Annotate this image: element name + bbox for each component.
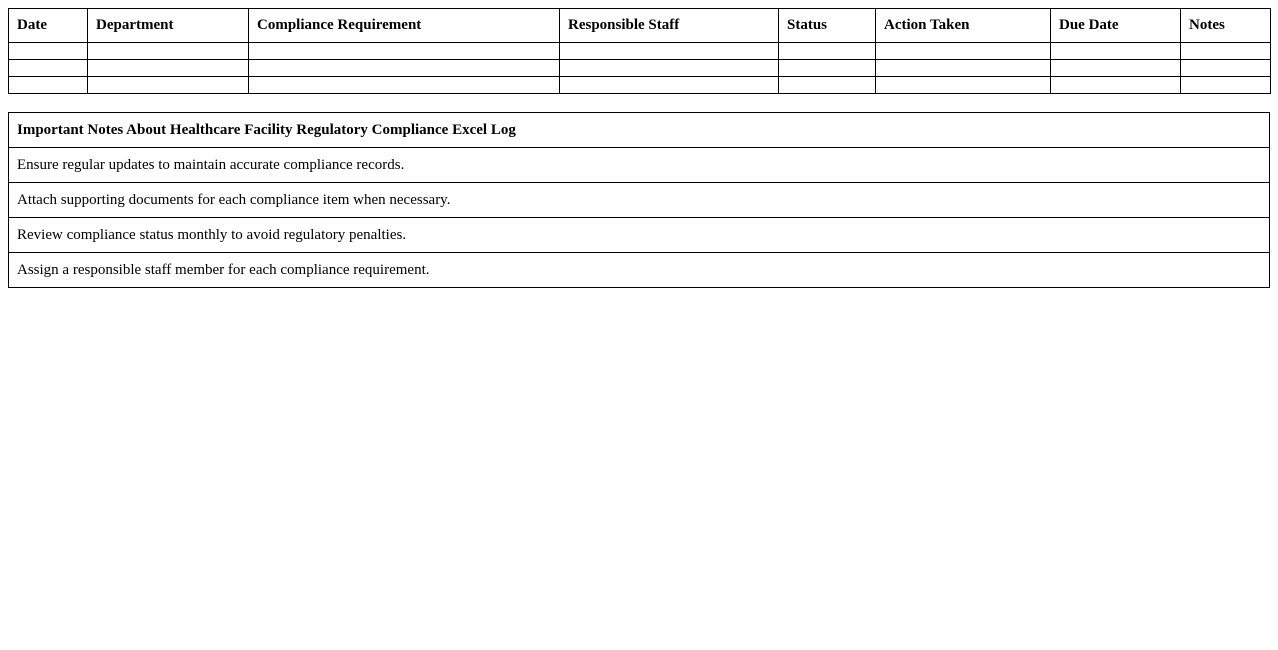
table-cell[interactable] bbox=[9, 43, 88, 60]
table-cell[interactable] bbox=[249, 77, 560, 94]
table-cell[interactable] bbox=[1181, 77, 1271, 94]
notes-title: Important Notes About Healthcare Facility Regulatory Compliance Excel Log bbox=[9, 113, 1270, 148]
note-item: Review compliance status monthly to avoid regulatory penalties. bbox=[9, 218, 1270, 253]
note-item: Attach supporting documents for each compliance item when necessary. bbox=[9, 183, 1270, 218]
table-cell[interactable] bbox=[560, 60, 779, 77]
note-row bbox=[9, 183, 1270, 218]
notes-header-row bbox=[9, 113, 1270, 148]
table-row bbox=[9, 43, 1271, 60]
header-row bbox=[9, 9, 1271, 43]
column-header-compliance-requirement: Compliance Requirement bbox=[249, 9, 560, 43]
note-item: Assign a responsible staff member for each compliance requirement. bbox=[9, 253, 1270, 288]
table-cell[interactable] bbox=[1051, 60, 1181, 77]
table-cell[interactable] bbox=[876, 43, 1051, 60]
column-header-date: Date bbox=[9, 9, 88, 43]
table-row bbox=[9, 77, 1271, 94]
table-cell[interactable] bbox=[88, 43, 249, 60]
table-cell[interactable] bbox=[876, 77, 1051, 94]
note-item: Ensure regular updates to maintain accurate compliance records. bbox=[9, 148, 1270, 183]
table-cell[interactable] bbox=[249, 43, 560, 60]
column-header-action-taken: Action Taken bbox=[876, 9, 1051, 43]
table-cell[interactable] bbox=[9, 77, 88, 94]
column-header-status: Status bbox=[779, 9, 876, 43]
note-row bbox=[9, 218, 1270, 253]
table-cell[interactable] bbox=[1051, 43, 1181, 60]
important-notes-table bbox=[8, 112, 1270, 288]
table-cell[interactable] bbox=[779, 77, 876, 94]
column-header-responsible-staff: Responsible Staff bbox=[560, 9, 779, 43]
table-cell[interactable] bbox=[9, 60, 88, 77]
note-row bbox=[9, 148, 1270, 183]
column-header-due-date: Due Date bbox=[1051, 9, 1181, 43]
table-cell[interactable] bbox=[560, 77, 779, 94]
compliance-log-table bbox=[8, 8, 1271, 94]
table-cell[interactable] bbox=[1181, 43, 1271, 60]
table-cell[interactable] bbox=[1181, 60, 1271, 77]
table-cell[interactable] bbox=[876, 60, 1051, 77]
table-cell[interactable] bbox=[249, 60, 560, 77]
table-cell[interactable] bbox=[779, 60, 876, 77]
table-cell[interactable] bbox=[1051, 77, 1181, 94]
table-cell[interactable] bbox=[88, 60, 249, 77]
column-header-department: Department bbox=[88, 9, 249, 43]
table-cell[interactable] bbox=[560, 43, 779, 60]
document bbox=[8, 8, 1270, 288]
table-cell[interactable] bbox=[779, 43, 876, 60]
table-row bbox=[9, 60, 1271, 77]
table-cell[interactable] bbox=[88, 77, 249, 94]
note-row bbox=[9, 253, 1270, 288]
column-header-notes: Notes bbox=[1181, 9, 1271, 43]
